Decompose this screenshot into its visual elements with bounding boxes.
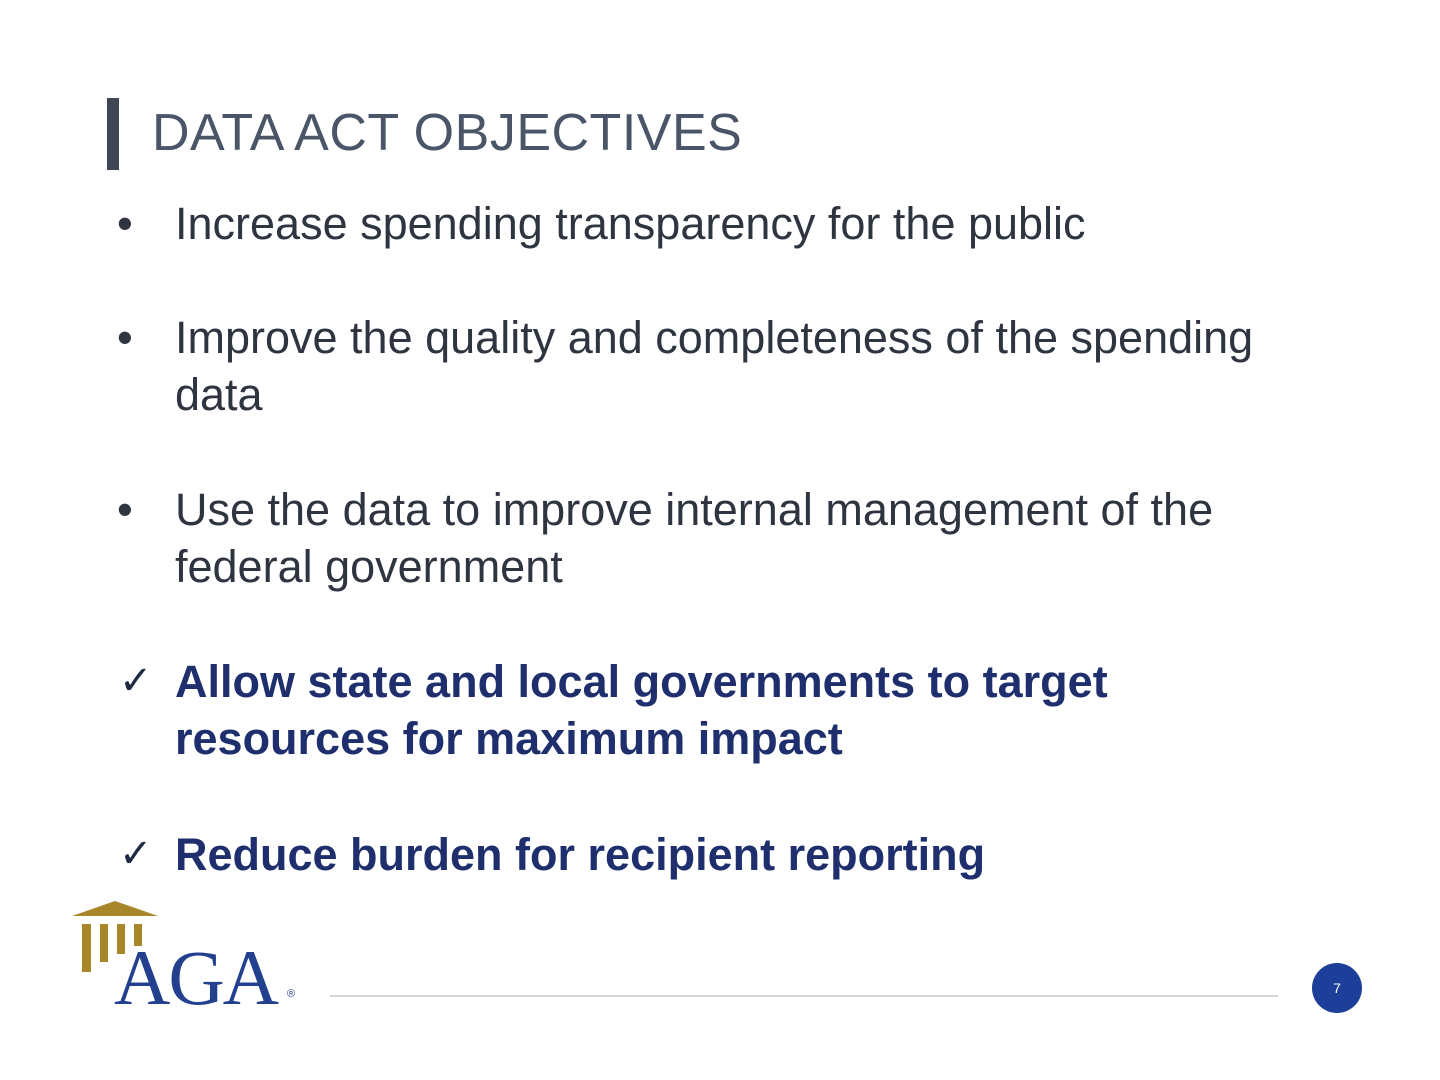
checklist-text: Allow state and local governments to target resources for maximum impact	[175, 656, 1108, 764]
bullet-item	[117, 309, 1257, 423]
bullet-icon: •	[117, 312, 133, 363]
bullet-text: Use the data to improve internal management of the federal government	[175, 484, 1214, 592]
registered-mark: ®	[287, 988, 296, 1000]
slide-title: DATA ACT OBJECTIVES	[152, 104, 743, 162]
checkmark-icon: ✓	[119, 832, 153, 876]
bullet-text: Increase spending transparency for the public	[175, 198, 1086, 249]
footer-divider	[330, 995, 1278, 997]
checkmark-icon: ✓	[119, 659, 153, 703]
aga-logo-text: AGA	[114, 934, 277, 1021]
checklist-text: Reduce burden for recipient reporting	[175, 829, 986, 880]
bullet-item	[117, 195, 1257, 252]
checklist-item	[117, 826, 1257, 883]
title-accent-bar	[107, 98, 119, 170]
bullet-icon: •	[117, 484, 133, 535]
bullet-item	[117, 481, 1257, 595]
bullet-text: Improve the quality and completeness of the spending data	[175, 312, 1254, 420]
checklist-item	[117, 653, 1257, 767]
bullet-icon: •	[117, 198, 133, 249]
page-number-badge: 7	[1312, 963, 1362, 1013]
